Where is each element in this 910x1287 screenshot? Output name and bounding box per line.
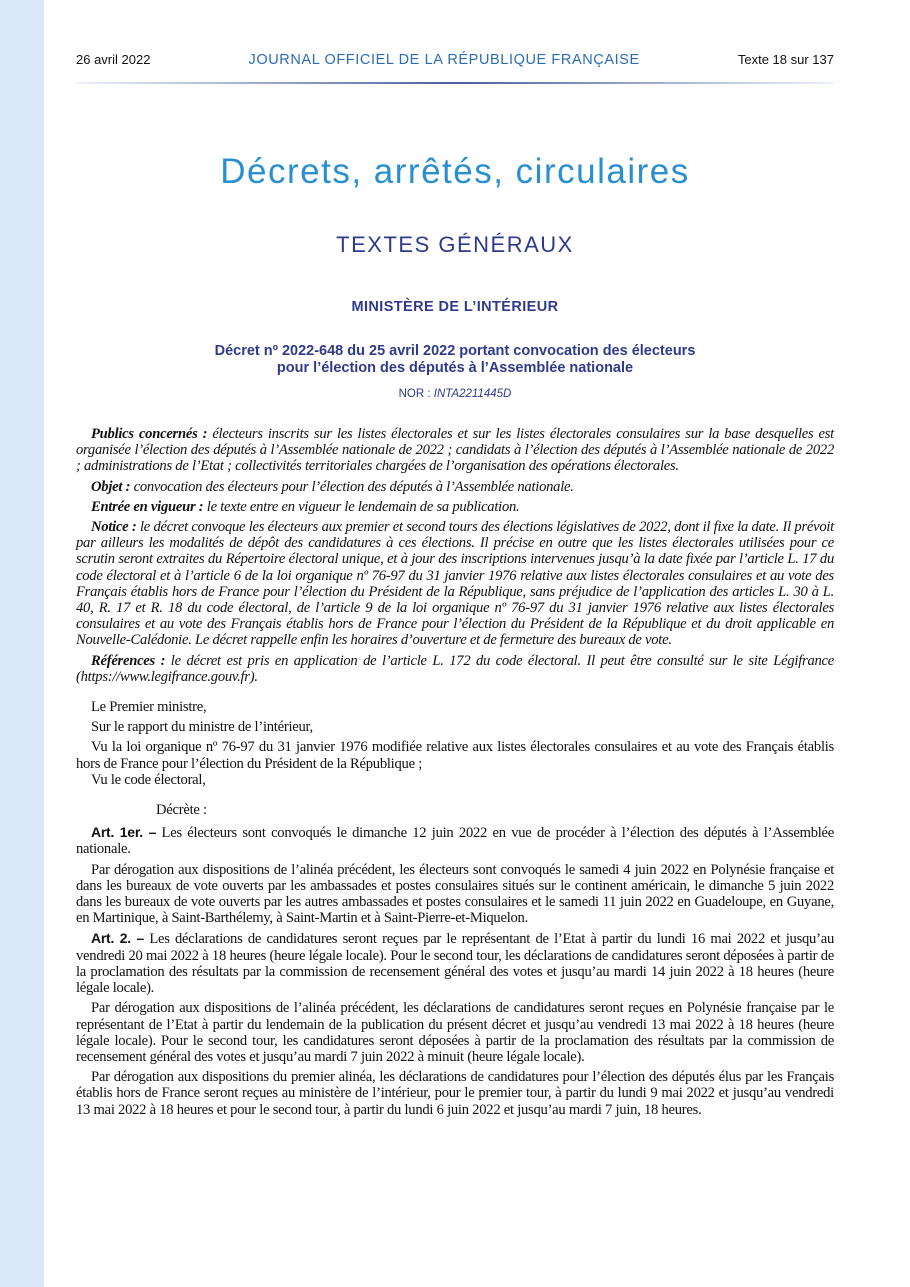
article-paragraph: Par dérogation aux dispositions de l’alinéa précédent, les électeurs sont convoqués le samedi 4 juin 2022 en Polynésie française et dans les bureaux de vote ouverts par les ambassades et postes consulaires situés sur le continent américain, le dimanche 5 juin 2022 dans les bureaux de vote ouverts par les autres ambassades et postes consulaires et le samedi 11 juin 2022 en Guadeloupe, en Guyane, en Martinique, à Saint-Barthélemy, à Saint-Martin et à Saint-Pierre-et-Miquelon. — [76, 861, 834, 927]
summary-text: le texte entre en vigueur le lendemain de sa publication. — [203, 498, 520, 515]
preamble-line: Vu la loi organique nº 76-97 du 31 janvier 1976 modifiée relative aux listes électorales consulaires et au vote des Français établis hors de France pour l’élection du Président de la République ; — [76, 739, 834, 772]
decree-title — [76, 343, 834, 377]
summary-label: Notice : — [91, 519, 137, 536]
section-title: Décrets, arrêtés, circulaires — [220, 152, 690, 191]
article-paragraph: Par dérogation aux dispositions du premier alinéa, les déclarations de candidatures pour l’élection des députés élus par les Français établis hors de France seront reçues au ministère de l’intérieur, pour le premier tour, à partir du lundi 9 mai 2022 et jusqu’au vendredi 13 mai 2022 à 18 heures et pour le second tour, à partir du lundi 6 juin 2022 et jusqu’au mardi 7 juin, 18 heures. — [76, 1069, 834, 1118]
article-paragraph: Les électeurs sont convoqués le dimanche 12 juin 2022 en vue de procéder à l’élection des députés à l’Assemblée nationale. — [76, 825, 834, 858]
preamble-line: Vu le code électoral, — [91, 771, 206, 788]
summary-label: Références : — [91, 652, 166, 669]
summary-objet — [76, 479, 834, 495]
header-divider — [76, 82, 834, 84]
summary-text: électeurs inscrits sur les listes électorales et sur les listes électorales consulaires sur la base desquelles est organisée l’élection des députés à l’Assemblée nationale de 2022 ; candidats à l’élection des députés à l’Assemblée nationale de 2022 ; administrations de l’Etat ; collectivités territoriales chargées de l’organisation des opérations électorales. — [76, 426, 834, 475]
summary-text: le décret convoque les électeurs aux premier et second tours des élections législatives de 2022, dont il fixe la date. Il prévoit par ailleurs les modalités de dépôt des candidatures à ces élections. Il précise en outre que les listes électorales utilisées pour ce scrutin seront extraites du Répertoire électoral unique, et à jour des inscriptions intervenues jusqu’à la date fixée par l’article L. 17 du code électoral et à l’article 6 de la loi organique nº 76-97 du 31 janvier 1976 relative aux listes électorales consulaires et au vote des Français établis hors de France pour l’élection du Président de la République, sans préjudice de l’application des articles L. 30 à L. 40, R. 17 et R. 18 du code électoral, de l’article 9 de la loi organique nº 76-97 du 31 janvier 1976 relative aux listes électorales consulaires et au vote des Français établis hors de France pour l’élection du Président de la République et du droit applicable en Nouvelle-Calédonie. Le décret rappelle enfin les horaires d’ouverture et de fermeture des bureaux de vote. — [76, 519, 834, 649]
nor-value: INTA2211445D — [433, 388, 512, 400]
page-header — [76, 52, 834, 68]
left-margin-band — [0, 0, 44, 1287]
article-1 — [76, 824, 834, 857]
decree-title-line-1: Décret nº 2022-648 du 25 avril 2022 portant convocation des électeurs — [214, 343, 696, 359]
summary-label: Objet : — [91, 478, 131, 495]
summary-label: Publics concernés : — [91, 426, 208, 442]
section-subtitle: TEXTES GÉNÉRAUX — [336, 232, 574, 257]
decree-body — [76, 426, 834, 1122]
nor-label: NOR : — [398, 388, 431, 400]
ministry-heading: MINISTÈRE DE L’INTÉRIEUR — [351, 299, 559, 315]
summary-text: convocation des électeurs pour l’élection des députés à l’Assemblée nationale. — [130, 478, 574, 495]
article-label: Art. 1er. – — [91, 824, 157, 841]
article-label: Art. 2. – — [91, 930, 144, 947]
summary-notice — [76, 519, 834, 649]
decrete: Décrète : — [156, 802, 207, 819]
summary-label: Entrée en vigueur : — [91, 498, 204, 515]
summary-entree — [76, 499, 834, 515]
summary-publics — [76, 426, 834, 475]
decree-title-line-2: pour l’élection des députés à l’Assemblée nationale — [276, 360, 634, 376]
article-paragraph: Les déclarations de candidatures seront reçues par le représentant de l’Etat à partir du lundi 16 mai 2022 et jusqu’au vendredi 20 mai 2022 à 18 heures (heure légale locale). Pour le second tour, les déclarations de candidatures seront déposées à partir de la proclamation des résultats par la commission de recensement général des votes et jusqu’au mardi 14 juin 2022 à 18 heures (heure légale locale). — [76, 931, 834, 997]
issue-date: 26 avril 2022 — [76, 52, 151, 67]
article-paragraph: Par dérogation aux dispositions de l’alinéa précédent, les déclarations de candidatures seront reçues en Polynésie française par le représentant de l’Etat à partir du lendemain de la publication du présent décret et jusqu’au vendredi 13 mai 2022 à 18 heures (heure légale locale). Pour le second tour, les candidatures seront déposées à partir de la proclamation des résultats par la commission de recensement général des votes et jusqu’au mardi 7 juin 2022 à minuit (heure légale locale). — [76, 1000, 834, 1065]
journal-name: JOURNAL OFFICIEL DE LA RÉPUBLIQUE FRANÇAISE — [248, 52, 640, 68]
article-2 — [76, 930, 834, 996]
summary-references — [76, 653, 834, 685]
nor-reference — [76, 388, 834, 400]
preamble-line: Le Premier ministre, — [91, 699, 207, 716]
summary-text: le décret est pris en application de l’article L. 172 du code électoral. Il peut être consulté sur le site Légifrance (https://www.legifrance.gouv.fr). — [76, 652, 834, 685]
text-count: Texte 18 sur 137 — [737, 52, 834, 67]
preamble-line: Sur le rapport du ministre de l’intérieur, — [91, 719, 313, 736]
